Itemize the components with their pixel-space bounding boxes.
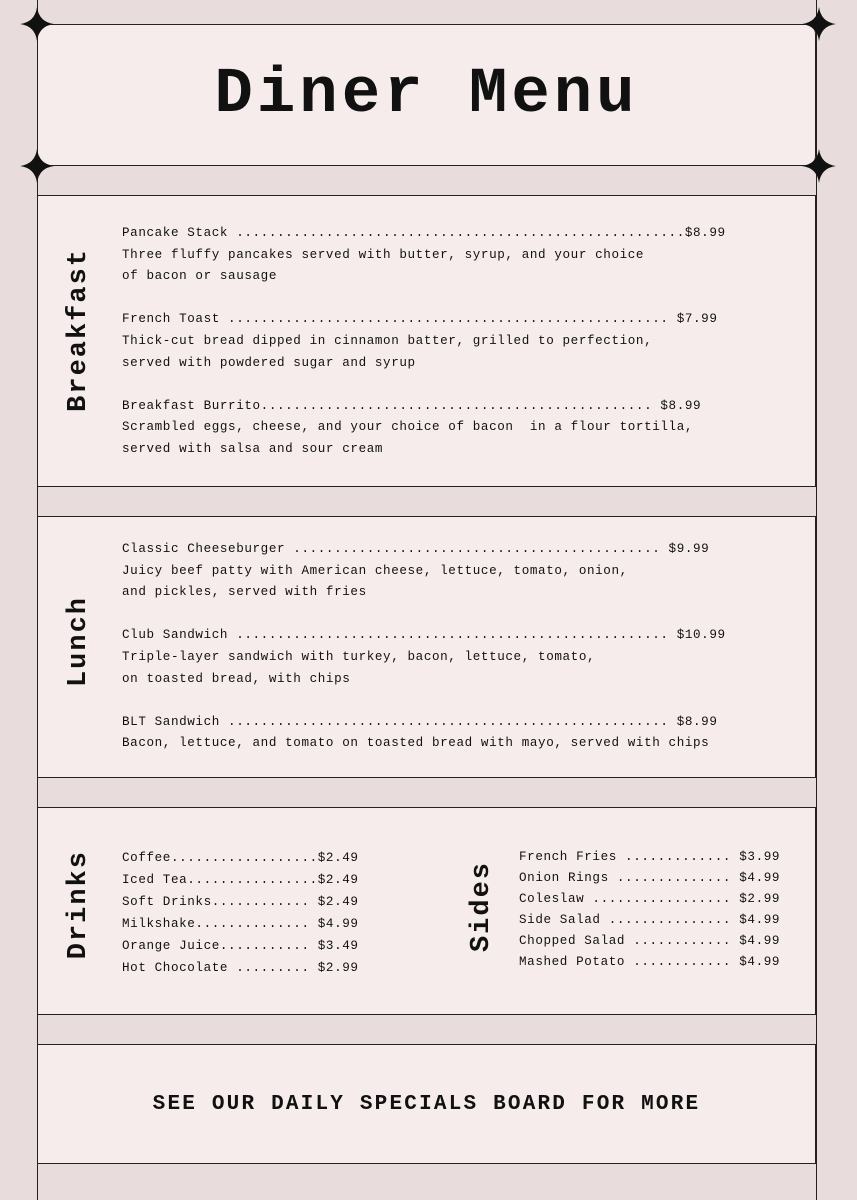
item-description: Triple-layer sandwich with turkey, bacon, lettuce, tomato, bbox=[122, 649, 596, 664]
section-label-sides: Sides bbox=[467, 861, 497, 953]
item-description: Thick-cut bread dipped in cinnamon batter, grilled to perfection, bbox=[122, 333, 653, 348]
sparkle-icon bbox=[20, 7, 54, 41]
list-item: Iced Tea................$2.49 bbox=[122, 873, 359, 887]
item-description: Scrambled eggs, cheese, and your choice of bacon in a flour tortilla, bbox=[122, 420, 694, 435]
section-label-drinks: Drinks bbox=[64, 850, 94, 960]
sparkle-icon bbox=[802, 7, 836, 41]
menu-item bbox=[122, 712, 726, 755]
list-item: Milkshake.............. $4.99 bbox=[122, 917, 359, 931]
breakfast-section bbox=[37, 195, 816, 487]
lunch-items bbox=[122, 539, 726, 755]
menu-header bbox=[37, 24, 816, 166]
menu-item bbox=[122, 625, 726, 690]
item-title-price: Breakfast Burrito................................................ $8.99 bbox=[122, 398, 702, 413]
menu-item bbox=[122, 223, 726, 288]
breakfast-items bbox=[122, 223, 726, 461]
item-description: on toasted bread, with chips bbox=[122, 671, 351, 686]
list-item: Hot Chocolate ......... $2.99 bbox=[122, 961, 359, 975]
item-description: Three fluffy pancakes served with butter, syrup, and your choice bbox=[122, 247, 645, 262]
menu-item bbox=[122, 309, 726, 374]
sparkle-icon bbox=[802, 149, 836, 183]
list-item: Chopped Salad ............ $4.99 bbox=[519, 934, 781, 948]
footer-banner bbox=[37, 1044, 816, 1164]
item-title-price: Classic Cheeseburger ............................................. $9.99 bbox=[122, 542, 710, 556]
drinks-list bbox=[122, 847, 359, 979]
list-item: Side Salad ............... $4.99 bbox=[519, 913, 781, 927]
list-item: French Fries ............. $3.99 bbox=[519, 850, 781, 864]
lunch-section bbox=[37, 516, 816, 778]
item-description: and pickles, served with fries bbox=[122, 585, 367, 600]
item-description: served with salsa and sour cream bbox=[122, 441, 384, 456]
item-title-price: Club Sandwich ..................................................... $10.99 bbox=[122, 628, 726, 643]
menu-item bbox=[122, 539, 726, 604]
item-description: Juicy beef patty with American cheese, lettuce, tomato, onion, bbox=[122, 563, 628, 578]
item-title-price: French Toast ...................................................... $7.99 bbox=[122, 312, 718, 327]
specials-note: SEE OUR DAILY SPECIALS BOARD FOR MORE bbox=[152, 1092, 701, 1116]
list-item: Coffee..................$2.49 bbox=[122, 851, 359, 865]
item-title-price: BLT Sandwich ...................................................... $8.99 bbox=[122, 714, 718, 729]
sides-list bbox=[519, 847, 780, 973]
list-item: Coleslaw ................. $2.99 bbox=[519, 892, 781, 906]
item-title-price: Pancake Stack .......................................................$8.99 bbox=[122, 226, 726, 240]
drinks-sides-section bbox=[37, 807, 816, 1015]
item-description: of bacon or sausage bbox=[122, 269, 277, 284]
item-description: served with powdered sugar and syrup bbox=[122, 355, 416, 370]
list-item: Mashed Potato ............ $4.99 bbox=[519, 955, 781, 969]
item-description: Bacon, lettuce, and tomato on toasted bread with mayo, served with chips bbox=[122, 736, 710, 751]
menu-item bbox=[122, 396, 726, 461]
list-item: Soft Drinks............ $2.49 bbox=[122, 895, 359, 909]
sparkle-icon bbox=[20, 149, 54, 183]
page-title: Diner Menu bbox=[214, 59, 639, 131]
list-item: Orange Juice........... $3.49 bbox=[122, 939, 359, 953]
section-label-breakfast: Breakfast bbox=[64, 248, 94, 412]
list-item: Onion Rings .............. $4.99 bbox=[519, 871, 781, 885]
section-label-lunch: Lunch bbox=[64, 596, 94, 688]
